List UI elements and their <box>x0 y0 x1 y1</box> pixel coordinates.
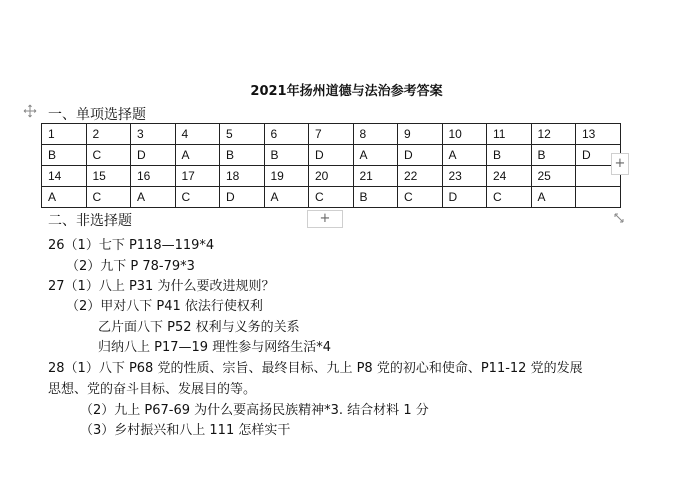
table-cell[interactable]: 24 <box>487 166 532 187</box>
table-cell[interactable]: D <box>309 145 354 166</box>
answer-line: 28（1）八下 P68 党的性质、宗旨、最终目标、九上 P8 党的初心和使命、P11-12 党的发展 <box>48 361 583 376</box>
table-row <box>42 124 621 145</box>
table-cell[interactable]: B <box>353 187 398 208</box>
table-cell[interactable]: 19 <box>264 166 309 187</box>
table-cell[interactable]: B <box>42 145 87 166</box>
table-cell[interactable]: B <box>531 145 576 166</box>
table-cell[interactable]: 2 <box>86 124 131 145</box>
table-cell[interactable]: B <box>487 145 532 166</box>
answer-line: （2）甲对八下 P41 依法行使权利 <box>66 299 263 314</box>
answer-line: 思想、党的奋斗目标、发展目的等。 <box>48 382 257 397</box>
table-cell[interactable] <box>576 187 621 208</box>
table-cell[interactable]: C <box>175 187 220 208</box>
table-cell[interactable]: 20 <box>309 166 354 187</box>
table-cell[interactable]: D <box>442 187 487 208</box>
table-cell[interactable]: 18 <box>220 166 265 187</box>
resize-icon <box>613 212 625 224</box>
add-row-button[interactable]: + <box>307 210 343 228</box>
table-cell[interactable]: B <box>264 145 309 166</box>
table-cell[interactable]: 9 <box>398 124 443 145</box>
table-cell[interactable]: 8 <box>353 124 398 145</box>
table-cell[interactable]: 3 <box>131 124 176 145</box>
table-cell[interactable]: A <box>264 187 309 208</box>
table-cell[interactable]: A <box>131 187 176 208</box>
table-cell[interactable]: 13 <box>576 124 621 145</box>
answer-line: 归纳八上 P17—19 理性参与网络生活*4 <box>98 340 331 355</box>
table-cell[interactable]: 1 <box>42 124 87 145</box>
table-cell[interactable]: D <box>131 145 176 166</box>
answer-line: （2）九下 P 78-79*3 <box>66 259 195 274</box>
table-row <box>42 166 621 187</box>
table-cell[interactable]: 4 <box>175 124 220 145</box>
table-cell[interactable]: C <box>487 187 532 208</box>
table-move-handle-icon[interactable] <box>22 104 38 120</box>
table-cell[interactable]: C <box>309 187 354 208</box>
table-cell[interactable]: A <box>42 187 87 208</box>
table-cell[interactable]: 7 <box>309 124 354 145</box>
table-cell[interactable]: C <box>398 187 443 208</box>
table-cell[interactable]: A <box>531 187 576 208</box>
table-cell[interactable]: 6 <box>264 124 309 145</box>
table-cell[interactable]: B <box>220 145 265 166</box>
move-icon <box>23 104 37 118</box>
table-cell[interactable]: 10 <box>442 124 487 145</box>
table-cell[interactable]: C <box>86 187 131 208</box>
table-cell[interactable]: D <box>398 145 443 166</box>
table-cell[interactable]: D <box>576 145 621 166</box>
table-row <box>42 187 621 208</box>
section-heading-single-choice: 一、单项选择题 <box>48 107 146 123</box>
answer-line: （3）乡村振兴和八上 111 怎样实干 <box>80 423 291 438</box>
table-cell[interactable]: 5 <box>220 124 265 145</box>
table-cell[interactable]: D <box>220 187 265 208</box>
table-cell[interactable]: 23 <box>442 166 487 187</box>
table-cell[interactable]: 21 <box>353 166 398 187</box>
answer-line: 乙片面八下 P52 权利与义务的关系 <box>98 320 300 335</box>
table-cell[interactable]: C <box>86 145 131 166</box>
table-cell[interactable]: 16 <box>131 166 176 187</box>
add-column-button[interactable]: + <box>611 153 629 175</box>
table-row <box>42 145 621 166</box>
table-cell[interactable]: A <box>175 145 220 166</box>
answer-table <box>41 123 621 208</box>
table-cell[interactable]: 17 <box>175 166 220 187</box>
table-cell[interactable]: A <box>353 145 398 166</box>
table-cell[interactable]: A <box>442 145 487 166</box>
table-cell[interactable]: 11 <box>487 124 532 145</box>
table-resize-handle-icon[interactable] <box>612 212 626 226</box>
answer-line: 26（1）七下 P118—119*4 <box>48 238 215 253</box>
table-cell[interactable]: 25 <box>531 166 576 187</box>
table-cell[interactable]: 15 <box>86 166 131 187</box>
table-cell[interactable]: 12 <box>531 124 576 145</box>
section-heading-non-choice: 二、非选择题 <box>48 213 132 229</box>
answer-line: 27（1）八上 P31 为什么要改进规则？ <box>48 279 275 294</box>
table-cell[interactable]: 22 <box>398 166 443 187</box>
answer-line: （2）九上 P67-69 为什么要高扬民族精神*3. 结合材料 1 分 <box>80 403 429 418</box>
document-title: 2021年扬州道德与法治参考答案 <box>250 84 443 99</box>
table-cell[interactable]: 14 <box>42 166 87 187</box>
